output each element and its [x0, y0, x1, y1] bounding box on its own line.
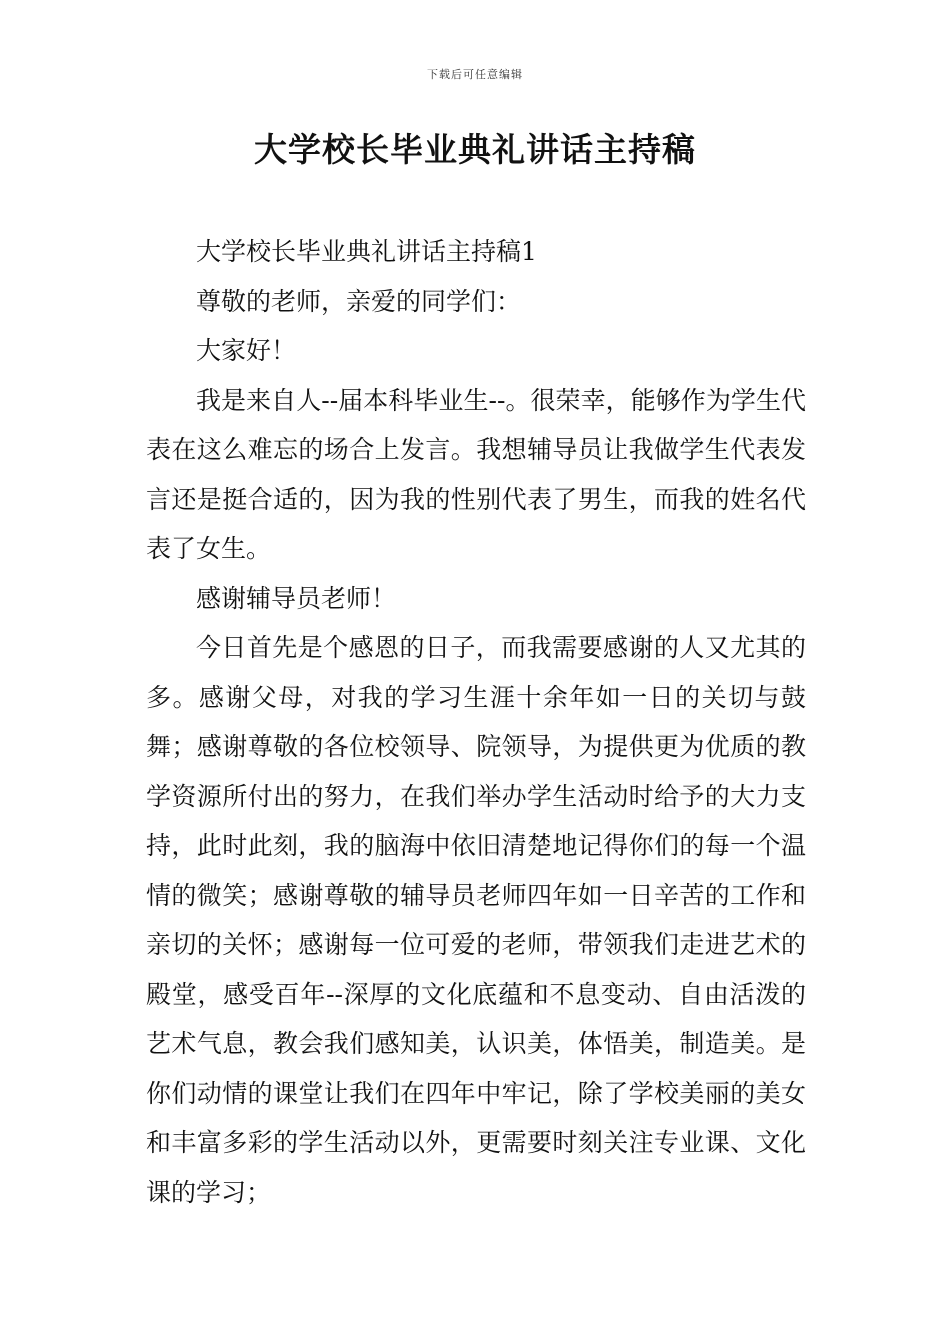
paragraph-subtitle: 大学校长毕业典礼讲话主持稿1 — [196, 237, 537, 266]
document-title: 大学校长毕业典礼讲话主持稿 — [254, 130, 696, 169]
paragraph-salutation: 尊敬的老师，亲爱的同学们： — [196, 286, 522, 316]
document-body — [146, 227, 806, 1217]
header-note: 下载后可任意编辑 — [427, 68, 523, 81]
paragraph-thanks-counselor: 感谢辅导员老师！ — [196, 583, 397, 613]
paragraph-introduction: 我是来自人--届本科毕业生--。很荣幸，能够作为学生代表在这么难忘的场合上发言。我想辅导员让我做学生代表发言还是挺合适的，因为我的性别代表了男生，而我的姓名代表了女生。 — [146, 385, 806, 563]
paragraph-gratitude: 今日首先是个感恩的日子，而我需要感谢的人又尤其的多。感谢父母，对我的学习生涯十余年如一日的关切与鼓舞；感谢尊敬的各位校领导、院领导，为提供更为优质的教学资源所付出的努力，在我们举办学生活动时给予的大力支持，此时此刻，我的脑海中依旧清楚地记得你们的每一个温情的微笑；感谢尊敬的辅导员老师四年如一日辛苦的工作和亲切的关怀；感谢每一位可爱的老师，带领我们走进艺术的殿堂，感受百年--深厚的文化底蕴和不息变动、自由活泼的艺术气息，教会我们感知美，认识美，体悟美，制造美。是你们动情的课堂让我们在四年中牢记，除了学校美丽的美女和丰富多彩的学生活动以外，更需要时刻关注专业课、文化课的学习； — [146, 633, 806, 1207]
paragraph-greeting: 大家好！ — [196, 336, 297, 365]
